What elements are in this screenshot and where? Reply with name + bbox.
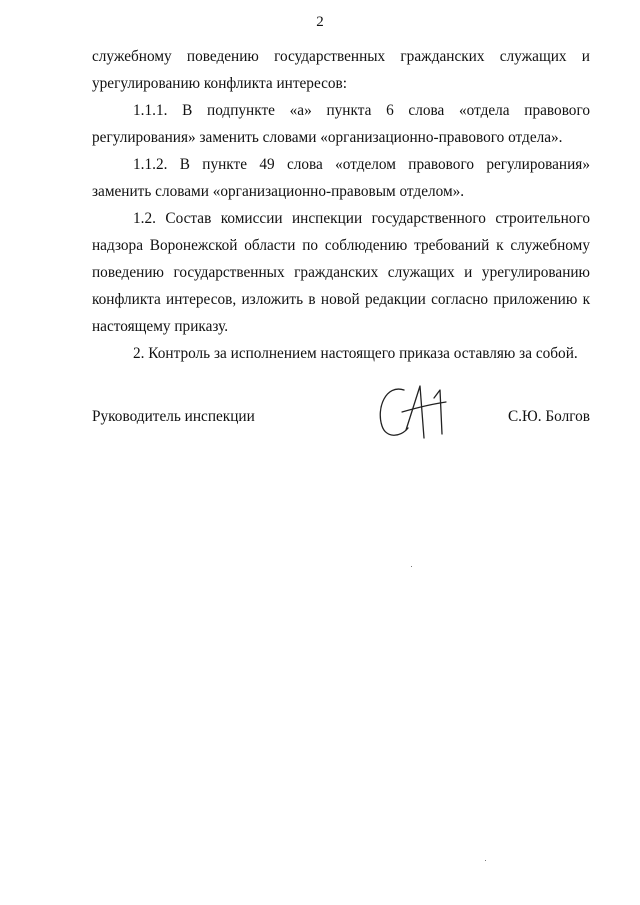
scan-speck [411, 566, 412, 567]
handwritten-signature [376, 378, 466, 448]
scan-speck [485, 860, 486, 861]
signature-block [92, 378, 590, 458]
document-body [92, 43, 590, 367]
signatory-position: Руководитель инспекции [92, 408, 255, 425]
paragraph-intro: служебному поведению государственных гражданских служащих и урегулированию конфликта интересов: [92, 48, 590, 92]
paragraph-1-1-1: 1.1.1. В подпункте «а» пункта 6 слова «отдела правового регулирования» заменить словами «организационно-правового отдела». [92, 102, 590, 146]
paragraph-1-1-2: 1.1.2. В пункте 49 слова «отделом правового регулирования» заменить словами «организационно-правовым отделом». [92, 156, 590, 200]
signatory-name: С.Ю. Болгов [507, 408, 590, 425]
page-number: 2 [316, 14, 324, 30]
paragraph-2: 2. Контроль за исполнением настоящего приказа оставляю за собой. [133, 345, 578, 362]
paragraph-1-2: 1.2. Состав комиссии инспекции государственного строительного надзора Воронежской области по соблюдению требований к служебному поведению государственных гражданских служащих и урегулированию конфликта интересов, изложить в новой редакции согласно приложению к настоящему приказу. [92, 210, 590, 335]
